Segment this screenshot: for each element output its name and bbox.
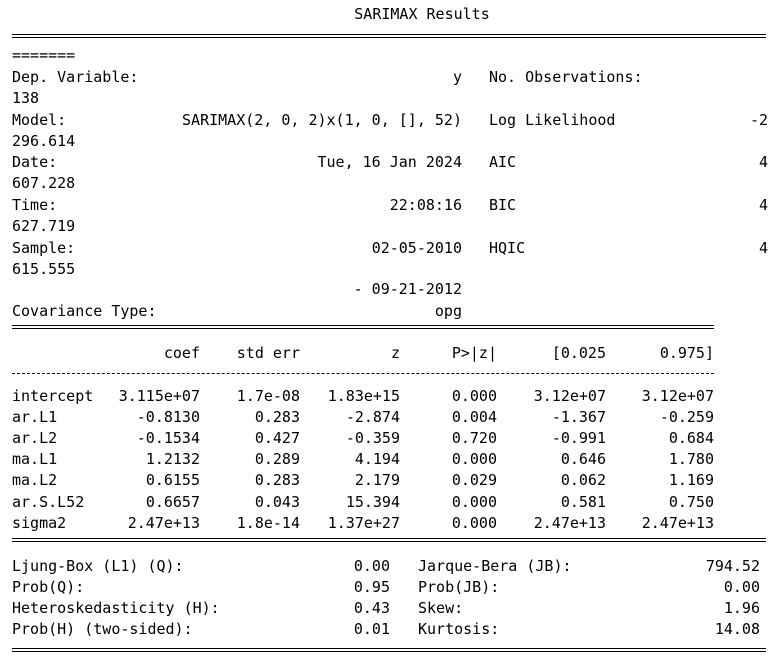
coef-cell: 2.47e+13	[641, 513, 714, 532]
coef-column-header: 0.975]	[659, 344, 714, 362]
coef-cell: 15.394	[345, 492, 400, 511]
coef-cell: 0.043	[254, 492, 300, 511]
diag-right-label: Skew:	[418, 599, 464, 618]
header-wrap-value: 296.614	[12, 131, 76, 150]
coef-cell: -0.1534	[136, 429, 200, 448]
diag-right-value: 0.00	[723, 578, 760, 597]
coef-cell: 3.12e+07	[641, 387, 714, 405]
coef-cell: -0.8130	[136, 408, 200, 427]
header-right-label: HQIC	[489, 238, 526, 257]
diag-right-label: Kurtosis:	[418, 620, 500, 639]
rule-top	[12, 34, 766, 38]
diag-left-value: 0.01	[353, 620, 390, 639]
coef-cell: 1.780	[668, 450, 714, 469]
header-left-label: Sample:	[12, 238, 76, 257]
coef-cell: 3.115e+07	[118, 387, 200, 405]
coef-cell: 0.581	[560, 492, 606, 511]
header-wrap-value: 607.228	[12, 174, 76, 193]
coef-column-header: std err	[236, 344, 300, 362]
coef-cell: -0.259	[659, 408, 714, 427]
coef-cell: 3.12e+07	[533, 387, 606, 405]
coef-cell: 1.169	[668, 471, 714, 490]
diag-left-label: Ljung-Box (L1) (Q):	[12, 557, 184, 575]
diag-left-label: Heteroskedasticity (H):	[12, 599, 220, 618]
coef-row-name: ar.L2	[12, 429, 58, 448]
header-left-value: y	[452, 68, 462, 86]
coef-cell: -0.359	[345, 429, 400, 448]
header-right-label: Log Likelihood	[489, 110, 616, 129]
coef-row-name: ar.S.L52	[12, 492, 85, 511]
header-right-label: No. Observations:	[489, 68, 643, 86]
coef-cell: 0.283	[254, 471, 300, 490]
header-left-value: Tue, 16 Jan 2024	[317, 153, 462, 172]
header-left-label: Dep. Variable:	[12, 68, 139, 86]
coef-cell: 0.004	[451, 408, 497, 427]
header-left-label: Model:	[12, 110, 67, 129]
coef-cell: 4.194	[354, 450, 400, 469]
coef-cell: 1.83e+15	[327, 387, 400, 405]
diag-right-value: 14.08	[714, 620, 760, 639]
coef-row-name: ma.L1	[12, 450, 58, 469]
coef-column-header: P>|z|	[451, 344, 497, 362]
header-right-label: BIC	[489, 196, 517, 215]
header-left-label: Date:	[12, 153, 58, 172]
coef-cell: 0.000	[451, 513, 497, 532]
coef-cell: 0.646	[560, 450, 606, 469]
coef-cell: 0.000	[451, 450, 497, 469]
coef-cell: 0.720	[451, 429, 497, 448]
coef-cell: 1.2132	[145, 450, 200, 469]
coef-cell: 0.000	[451, 387, 497, 405]
coef-cell: 1.7e-08	[236, 387, 300, 405]
coef-cell: 1.37e+27	[327, 513, 400, 532]
header-right-value: -2	[749, 110, 768, 129]
header-wrap-value: 615.555	[12, 259, 76, 278]
rule-bottom	[12, 648, 766, 652]
coef-column-header: z	[390, 344, 400, 362]
coef-cell: -2.874	[345, 408, 400, 427]
coef-cell: -0.991	[551, 429, 606, 448]
coef-cell: -1.367	[551, 408, 606, 427]
coef-column-header: coef	[163, 344, 200, 362]
diag-left-label: Prob(Q):	[12, 578, 85, 597]
sample-end: - 09-21-2012	[353, 280, 462, 298]
header-left-value: 22:08:16	[389, 196, 462, 215]
rule-table-top	[12, 325, 714, 329]
header-right-value: 4	[758, 196, 768, 215]
coef-row-name: ma.L2	[12, 471, 58, 490]
coef-cell: 0.427	[254, 429, 300, 448]
diag-right-value: 1.96	[723, 599, 760, 618]
coef-cell: 0.750	[668, 492, 714, 511]
diag-left-value: 0.43	[353, 599, 390, 618]
coef-cell: 2.179	[354, 471, 400, 490]
coef-row-name: sigma2	[12, 513, 67, 532]
coef-cell: 0.062	[560, 471, 606, 490]
coef-column-header: [0.025	[551, 344, 606, 362]
header-wrap-value: 138	[12, 89, 40, 107]
coef-cell: 0.684	[668, 429, 714, 448]
diag-right-label: Prob(JB):	[418, 578, 500, 597]
coef-cell: 2.47e+13	[127, 513, 200, 532]
header-wrap-value: 627.719	[12, 217, 76, 236]
coef-row-name: intercept	[12, 387, 94, 405]
coef-cell: 0.000	[451, 492, 497, 511]
coef-row-name: ar.L1	[12, 408, 58, 427]
wrap-fill: =======	[12, 46, 76, 64]
coef-cell: 2.47e+13	[533, 513, 606, 532]
header-right-label: AIC	[489, 153, 517, 172]
header-left-value: 02-05-2010	[371, 238, 462, 257]
header-left-label: Time:	[12, 196, 58, 215]
header-right-value: 4	[758, 238, 768, 257]
diag-left-value: 0.00	[353, 557, 390, 575]
diag-left-value: 0.95	[353, 578, 390, 597]
covariance-label: Covariance Type:	[12, 302, 157, 320]
coef-cell: 1.8e-14	[236, 513, 300, 532]
coef-cell: 0.283	[254, 408, 300, 427]
rule-header-dash	[12, 373, 714, 374]
diag-right-label: Jarque-Bera (JB):	[418, 557, 572, 575]
coef-cell: 0.6657	[145, 492, 200, 511]
diag-left-label: Prob(H) (two-sided):	[12, 620, 193, 639]
rule-diag-top	[12, 538, 766, 542]
header-left-value: SARIMAX(2, 0, 2)x(1, 0, [], 52)	[182, 110, 462, 129]
report-title: SARIMAX Results	[354, 5, 490, 23]
coef-cell: 0.6155	[145, 471, 200, 490]
coef-cell: 0.029	[451, 471, 497, 490]
header-right-value: 4	[758, 153, 768, 172]
covariance-value: opg	[434, 302, 462, 320]
diag-right-value: 794.52	[705, 557, 760, 575]
coef-cell: 0.289	[254, 450, 300, 469]
